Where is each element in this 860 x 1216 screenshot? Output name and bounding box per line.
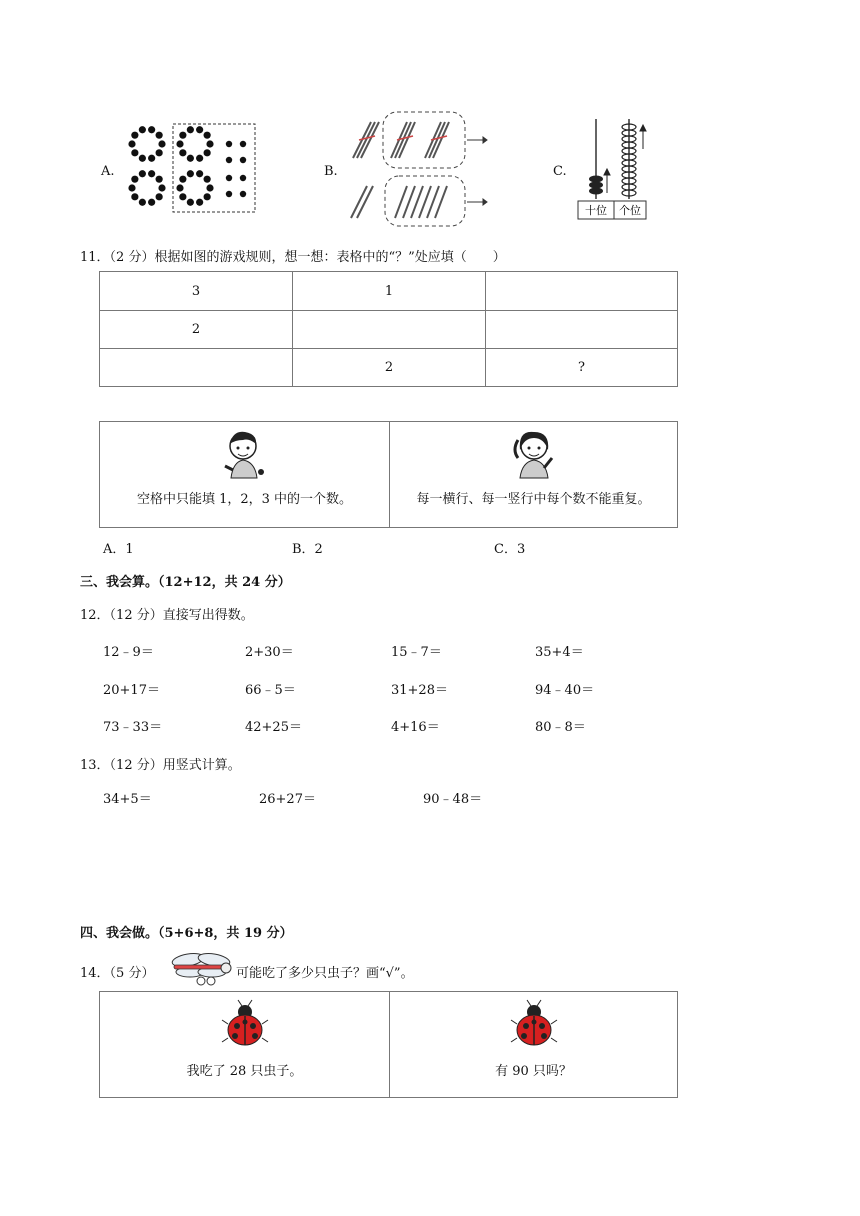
girl-icon — [512, 428, 556, 480]
ring-bead — [187, 170, 194, 177]
section-3-title: 三、我会算。（12+12，共 24 分） — [80, 575, 291, 590]
problem: 73﹣33＝ — [103, 720, 163, 735]
grid-cell: 1 — [293, 272, 486, 311]
section-4-title: 四、我会做。（5+6+8，共 19 分） — [80, 926, 293, 941]
ring-bead — [204, 176, 211, 183]
problem: 31+28＝ — [391, 683, 448, 698]
problem: 42+25＝ — [245, 720, 302, 735]
ring-bead — [187, 155, 194, 162]
grid-cell — [293, 311, 486, 349]
vertical-problem: 90﹣48＝ — [423, 792, 483, 807]
ring-bead — [158, 184, 165, 191]
problem: 20+17＝ — [103, 683, 160, 698]
ring-bead — [179, 132, 186, 139]
problem: 12﹣9＝ — [103, 645, 154, 660]
ring-bead — [156, 149, 163, 156]
abacus-ones-label: 个位 — [619, 204, 641, 217]
q11-grid — [99, 271, 678, 387]
q14-table — [99, 991, 678, 1098]
single-dot — [240, 191, 246, 197]
single-dot — [226, 175, 232, 181]
ring-bead — [158, 140, 165, 147]
ladybug-cell-1 — [100, 992, 390, 1098]
ring-bead — [176, 184, 183, 191]
ring-bead — [156, 176, 163, 183]
choice-b: B．2 — [292, 542, 323, 557]
ring-bead — [128, 184, 135, 191]
ring-bead — [204, 149, 211, 156]
ladybug-text-2: 有 90 只吗？ — [495, 1064, 572, 1079]
ring-bead — [131, 176, 138, 183]
grid-cell — [486, 311, 678, 349]
grid-cell: 2 — [293, 349, 486, 387]
ring-bead — [156, 193, 163, 200]
ring-bead — [196, 126, 203, 133]
q13-text: 13．（12 分）用竖式计算。 — [80, 758, 241, 773]
single-dot — [240, 175, 246, 181]
vertical-problem: 34+5＝ — [103, 792, 152, 807]
abacus-figure — [577, 113, 653, 223]
rule-text-2: 每一横行、每一竖行中每个数不能重复。 — [416, 492, 651, 507]
ring-bead — [179, 149, 186, 156]
problem: 35+4＝ — [535, 645, 584, 660]
dragonfly-icon — [170, 948, 236, 988]
problem: 94﹣40＝ — [535, 683, 595, 698]
ring-bead — [139, 199, 146, 206]
choice-a: A．1 — [103, 542, 134, 557]
grid-cell — [486, 272, 678, 311]
q11-rules-table — [99, 421, 678, 528]
problem: 66﹣5＝ — [245, 683, 296, 698]
single-dot — [226, 191, 232, 197]
ring-bead — [131, 132, 138, 139]
ring-bead — [139, 170, 146, 177]
problem: 15﹣7＝ — [391, 645, 442, 660]
vertical-problem: 26+27＝ — [259, 792, 316, 807]
ring-bead — [187, 199, 194, 206]
rule-cell-boy — [100, 422, 390, 528]
ring-bead — [148, 155, 155, 162]
sticks-bundles-figure — [345, 110, 487, 228]
ring-bead — [204, 132, 211, 139]
grid-cell — [100, 349, 293, 387]
ring-bead — [196, 155, 203, 162]
ring-bead — [156, 132, 163, 139]
problem: 2+30＝ — [245, 645, 294, 660]
ladybug-text-1: 我吃了 28 只虫子。 — [186, 1064, 303, 1079]
abacus-tens-label: 十位 — [585, 204, 607, 217]
ladybug-cell-2 — [390, 992, 678, 1098]
ring-bead — [206, 184, 213, 191]
ring-bead — [196, 199, 203, 206]
grid-cell: ? — [486, 349, 678, 387]
ring-bead — [139, 155, 146, 162]
problem: 80﹣8＝ — [535, 720, 586, 735]
grid-cell: 2 — [100, 311, 293, 349]
ring-bead — [176, 140, 183, 147]
ring-bead — [206, 140, 213, 147]
ladybug-icon — [218, 998, 272, 1052]
q14-suffix: 可能吃了多少只虫子？画“√”。 — [236, 966, 414, 981]
ring-bead — [131, 193, 138, 200]
ladybug-icon — [507, 998, 561, 1052]
choice-c: C．3 — [494, 542, 526, 557]
q12-text: 12．（12 分）直接写出得数。 — [80, 608, 254, 623]
single-dot — [226, 141, 232, 147]
ring-bead — [131, 149, 138, 156]
ring-bead — [148, 199, 155, 206]
ring-bead — [196, 170, 203, 177]
option-a-label: A. — [101, 164, 115, 179]
option-c-label: C. — [553, 164, 567, 179]
dot-rings-figure — [125, 122, 257, 214]
q14-prefix: 14．（5 分） — [80, 966, 155, 981]
ring-bead — [128, 140, 135, 147]
ring-bead — [179, 176, 186, 183]
grid-cell: 3 — [100, 272, 293, 311]
rule-text-1: 空格中只能填 1，2，3 中的一个数。 — [136, 492, 353, 507]
ring-bead — [148, 170, 155, 177]
q11-text: 11．（2 分）根据如图的游戏规则，想一想：表格中的“？”处应填（ ） — [80, 250, 506, 265]
rule-cell-girl — [390, 422, 678, 528]
problem: 4+16＝ — [391, 720, 440, 735]
boy-icon — [223, 428, 267, 480]
single-dot — [240, 141, 246, 147]
ring-bead — [139, 126, 146, 133]
single-dot — [226, 157, 232, 163]
ring-bead — [179, 193, 186, 200]
ring-bead — [204, 193, 211, 200]
ring-bead — [187, 126, 194, 133]
option-b-label: B. — [324, 164, 338, 179]
single-dot — [240, 157, 246, 163]
ring-bead — [148, 126, 155, 133]
